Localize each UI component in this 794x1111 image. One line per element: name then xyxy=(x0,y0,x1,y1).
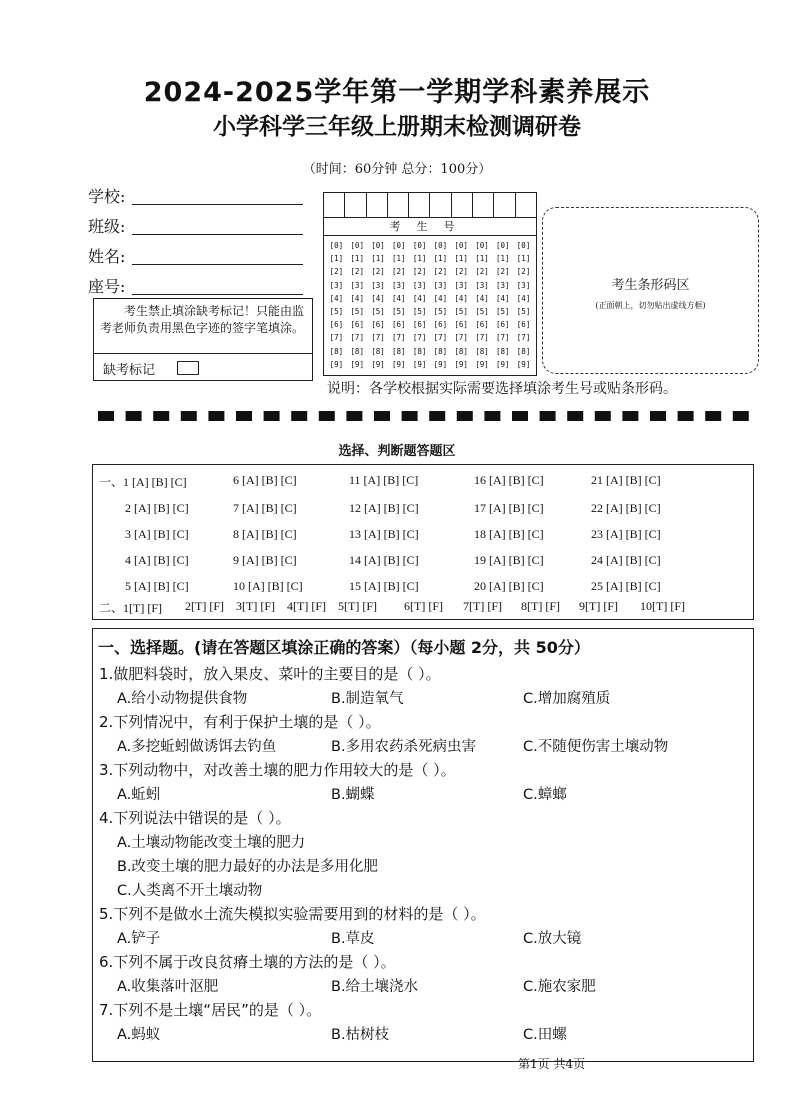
exam-id-bubble[interactable]: [3] xyxy=(516,280,531,290)
absent-mark-row xyxy=(94,353,312,381)
class-label: 班级: xyxy=(88,217,126,236)
tear-dash xyxy=(98,411,114,421)
exam-id-bubble[interactable]: [9] xyxy=(350,359,364,369)
question-stem: 1.做肥料袋时，放入果皮、菜叶的主要目的是（ ）。 xyxy=(99,665,441,683)
answer-option: A.土壤动物能改变土壤的肥力 xyxy=(117,835,306,851)
tf-answer-item[interactable]: 10[T] [F] xyxy=(640,599,685,613)
exam-id-grid xyxy=(323,192,537,376)
exam-id-bubble[interactable]: [2] xyxy=(329,267,344,277)
exam-id-bubble[interactable]: [0] xyxy=(454,241,468,250)
exam-id-bubble[interactable]: [0] xyxy=(350,241,364,250)
answer-sheet-area xyxy=(92,464,754,620)
exam-id-bubble[interactable]: [5] xyxy=(329,306,344,316)
exam-id-bubble[interactable]: [4] xyxy=(433,293,448,303)
name-label: 姓名: xyxy=(88,247,126,266)
school-field[interactable] xyxy=(88,184,303,207)
absent-mark-label: 缺考标记 xyxy=(103,363,156,378)
exam-id-bubble[interactable]: [3] xyxy=(371,280,385,290)
exam-id-bubble[interactable]: [2] xyxy=(475,267,489,277)
tf-answer-item[interactable]: 2[T] [F] xyxy=(185,599,224,613)
absence-notice-text: 考生禁止填涂缺考标记！只能由监考老师负责用黑色字迹的签字笔填涂。 xyxy=(100,304,305,335)
exam-id-column[interactable] xyxy=(430,239,451,371)
exam-id-bubble[interactable]: [2] xyxy=(454,267,468,277)
exam-id-column[interactable] xyxy=(451,239,472,371)
exam-id-bubble[interactable]: [3] xyxy=(454,280,468,290)
exam-id-bubble[interactable]: [8] xyxy=(329,346,344,356)
question-stem: 3.下列动物中，对改善土壤的肥力作用较大的是（ ）。 xyxy=(99,761,456,779)
answer-option: B.草皮 xyxy=(331,931,375,947)
question-stem: 2.下列情况中，有利于保护土壤的是（ ）。 xyxy=(99,713,381,731)
mc-answer-item[interactable]: 12 [A] [B] [C] xyxy=(349,501,419,515)
exam-id-bubble[interactable]: [5] xyxy=(350,306,364,316)
name-field[interactable] xyxy=(88,244,303,267)
exam-id-bubble[interactable]: [4] xyxy=(371,293,385,303)
question-section xyxy=(92,628,754,1062)
question-stem: 4.下列说法中错误的是（ ）。 xyxy=(99,809,291,827)
exam-id-bubble[interactable]: [7] xyxy=(392,333,406,343)
question-stem: 5.下列不是做水土流失模拟实验需要用到的材料的是（ ）。 xyxy=(99,905,486,923)
exam-id-bubble[interactable]: [4] xyxy=(454,293,468,303)
exam-id-bubble[interactable]: [4] xyxy=(392,293,406,303)
exam-id-bubble[interactable]: [9] xyxy=(496,359,510,369)
mc-answer-item[interactable]: 18 [A] [B] [C] xyxy=(474,527,544,541)
class-field[interactable] xyxy=(88,214,303,237)
answer-option: A.蚂蚁 xyxy=(117,1027,161,1043)
absent-mark-box[interactable] xyxy=(177,361,199,375)
exam-id-bubble[interactable]: [6] xyxy=(329,320,344,330)
mc-answer-item[interactable]: 25 [A] [B] [C] xyxy=(591,579,661,593)
tear-dash xyxy=(678,411,694,421)
exam-id-bubble[interactable]: [5] xyxy=(496,306,510,316)
mc-answer-item[interactable]: 6 [A] [B] [C] xyxy=(233,473,297,487)
exam-id-bubble[interactable]: [0] xyxy=(433,241,448,250)
exam-id-bubble[interactable]: [1] xyxy=(454,254,468,264)
exam-id-bubble[interactable]: [3] xyxy=(350,280,364,290)
tear-dash xyxy=(567,411,583,421)
answer-option: C.放大镜 xyxy=(523,931,582,947)
exam-id-bubble[interactable]: [0] xyxy=(496,241,510,250)
tear-dash xyxy=(484,411,500,421)
exam-id-bubble[interactable]: [5] xyxy=(516,306,531,316)
exam-id-bubble[interactable]: [9] xyxy=(371,359,385,369)
tear-dash xyxy=(650,411,666,421)
section-header: 一、选择题。(请在答题区填涂正确的答案）（每小题 2分，共 50分） xyxy=(98,638,590,657)
exam-id-bubble[interactable]: [8] xyxy=(392,346,406,356)
answer-option: A.蚯蚓 xyxy=(117,787,161,803)
answer-option: C.施农家肥 xyxy=(523,979,596,995)
question-stem: 7.下列不是土壤“居民”的是（ ）。 xyxy=(99,1001,322,1019)
answer-option: C.田螺 xyxy=(523,1027,567,1043)
exam-id-bubble[interactable]: [6] xyxy=(412,320,427,330)
exam-title: 2024-2025学年第一学期学科素养展示 xyxy=(143,77,651,108)
tear-dash xyxy=(126,411,142,421)
tear-dash xyxy=(540,411,556,421)
exam-id-bubble[interactable]: [7] xyxy=(516,333,531,343)
mc-answer-item[interactable]: 15 [A] [B] [C] xyxy=(349,579,419,593)
exam-id-bubble[interactable]: [6] xyxy=(392,320,406,330)
answer-option: A.多挖蚯蚓做诱饵去钓鱼 xyxy=(117,739,277,755)
exam-id-bubble[interactable]: [0] xyxy=(516,241,531,250)
exam-id-bubble[interactable]: [0] xyxy=(329,241,344,250)
tf-answer-item[interactable]: 9[T] [F] xyxy=(579,599,618,613)
exam-id-bubble[interactable]: [1] xyxy=(475,254,489,264)
exam-id-bubble[interactable]: [5] xyxy=(433,306,448,316)
tear-dash xyxy=(264,411,280,421)
exam-id-bubble[interactable]: [3] xyxy=(392,280,406,290)
answer-option: C.蟑螂 xyxy=(523,787,567,803)
exam-id-bubble[interactable]: [2] xyxy=(496,267,510,277)
exam-id-column[interactable] xyxy=(368,239,389,371)
tf-answer-item[interactable]: 5[T] [F] xyxy=(338,599,377,613)
answer-option: B.蝴蝶 xyxy=(331,787,375,803)
mc-answer-item[interactable]: 14 [A] [B] [C] xyxy=(349,553,419,567)
exam-id-bubble[interactable]: [0] xyxy=(475,241,489,250)
exam-id-bubble[interactable]: [3] xyxy=(329,280,344,290)
answer-option: B.改变土壤的肥力最好的办法是多用化肥 xyxy=(117,859,379,875)
exam-id-bubble[interactable]: [5] xyxy=(454,306,468,316)
page-number: 第1页 共4页 xyxy=(518,1057,586,1071)
exam-id-bubble[interactable]: [1] xyxy=(329,254,344,264)
exam-id-bubble[interactable]: [7] xyxy=(475,333,489,343)
mc-answer-item[interactable]: 3 [A] [B] [C] xyxy=(125,527,189,541)
exam-id-bubble[interactable]: [5] xyxy=(371,306,385,316)
tear-dash xyxy=(181,411,197,421)
exam-id-write-cells[interactable] xyxy=(324,193,536,218)
exam-id-bubble[interactable]: [2] xyxy=(433,267,448,277)
exam-id-bubble[interactable]: [9] xyxy=(412,359,427,369)
tear-dash xyxy=(622,411,638,421)
exam-id-bubble[interactable]: [8] xyxy=(350,346,364,356)
mc-answer-item[interactable]: 9 [A] [B] [C] xyxy=(233,553,297,567)
exam-id-bubble[interactable]: [9] xyxy=(433,359,448,369)
mc-answer-item[interactable]: 24 [A] [B] [C] xyxy=(591,553,661,567)
tf-answer-item[interactable]: 8[T] [F] xyxy=(521,599,560,613)
tear-dash xyxy=(429,411,445,421)
exam-id-bubble[interactable]: [4] xyxy=(329,293,344,303)
exam-id-bubble[interactable]: [6] xyxy=(475,320,489,330)
exam-id-bubble[interactable]: [9] xyxy=(329,359,344,369)
mc-answer-item[interactable]: 23 [A] [B] [C] xyxy=(591,527,661,541)
mc-answer-item[interactable]: 13 [A] [B] [C] xyxy=(349,527,419,541)
mc-answer-item[interactable]: 4 [A] [B] [C] xyxy=(125,553,189,567)
exam-id-bubble[interactable]: [9] xyxy=(516,359,531,369)
exam-id-column[interactable] xyxy=(472,239,493,371)
exam-id-bubble[interactable]: [8] xyxy=(371,346,385,356)
mc-answer-item[interactable]: 20 [A] [B] [C] xyxy=(474,579,544,593)
answer-option: C.不随便伤害土壤动物 xyxy=(523,739,669,755)
tear-dash xyxy=(733,411,749,421)
mc-answer-item[interactable]: 8 [A] [B] [C] xyxy=(233,527,297,541)
exam-id-column[interactable] xyxy=(513,239,534,371)
exam-id-bubble[interactable]: [5] xyxy=(392,306,406,316)
mc-answer-item[interactable]: 21 [A] [B] [C] xyxy=(591,473,661,487)
mc-answer-item[interactable]: 19 [A] [B] [C] xyxy=(474,553,544,567)
mc-answer-item[interactable]: 一、1 [A] [B] [C] xyxy=(99,475,187,489)
answer-option: A.收集落叶沤肥 xyxy=(117,979,219,995)
exam-id-bubble[interactable]: [1] xyxy=(392,254,406,264)
school-label: 学校: xyxy=(88,187,126,206)
exam-id-bubble[interactable]: [7] xyxy=(371,333,385,343)
exam-id-bubble[interactable]: [2] xyxy=(392,267,406,277)
exam-subtitle: 小学科学三年级上册期末检测调研卷 xyxy=(213,114,581,140)
exam-id-bubble[interactable]: [8] xyxy=(412,346,427,356)
tear-dash xyxy=(595,411,611,421)
answer-option: B.枯树枝 xyxy=(331,1027,390,1043)
exam-id-bubble[interactable]: [8] xyxy=(433,346,448,356)
exam-id-bubble[interactable]: [1] xyxy=(496,254,510,264)
tf-answer-item[interactable]: 二、1[T] [F] xyxy=(99,601,162,615)
exam-id-column[interactable] xyxy=(409,239,430,371)
exam-id-bubbles[interactable] xyxy=(326,239,534,371)
tear-dash xyxy=(457,411,473,421)
exam-id-bubble[interactable]: [6] xyxy=(496,320,510,330)
tear-dash xyxy=(705,411,721,421)
exam-id-bubble[interactable]: [4] xyxy=(350,293,364,303)
tf-answer-item[interactable]: 4[T] [F] xyxy=(287,599,326,613)
exam-id-bubble[interactable]: [6] xyxy=(350,320,364,330)
mc-answer-item[interactable]: 16 [A] [B] [C] xyxy=(474,473,544,487)
exam-id-bubble[interactable]: [1] xyxy=(516,254,531,264)
exam-id-bubble[interactable]: [7] xyxy=(454,333,468,343)
time-score-info: （时间：60分钟 总分：100分） xyxy=(302,162,492,177)
exam-id-bubble[interactable]: [5] xyxy=(412,306,427,316)
mc-answer-item[interactable]: 2 [A] [B] [C] xyxy=(125,501,189,515)
absence-notice-box xyxy=(93,298,313,381)
exam-id-bubble[interactable]: [5] xyxy=(475,306,489,316)
exam-id-bubble[interactable]: [4] xyxy=(516,293,531,303)
mc-answer-item[interactable]: 22 [A] [B] [C] xyxy=(591,501,661,515)
tear-dash xyxy=(291,411,307,421)
exam-id-bubble[interactable]: [9] xyxy=(392,359,406,369)
exam-id-bubble[interactable]: [2] xyxy=(516,267,531,277)
exam-id-bubble[interactable]: [1] xyxy=(371,254,385,264)
exam-id-bubble[interactable]: [0] xyxy=(371,241,385,250)
exam-id-bubble[interactable]: [7] xyxy=(496,333,510,343)
question-stem: 6.下列不属于改良贫瘠土壤的方法的是（ ）。 xyxy=(99,953,396,971)
answer-option: C.增加腐殖质 xyxy=(523,691,611,707)
tear-line xyxy=(92,410,760,422)
exam-id-column[interactable] xyxy=(388,239,409,371)
exam-id-bubble[interactable]: [0] xyxy=(392,241,406,250)
exam-id-column[interactable] xyxy=(492,239,513,371)
seat-field[interactable] xyxy=(88,274,303,297)
exam-id-bubble[interactable]: [4] xyxy=(496,293,510,303)
instructions-note: 说明：各学校根据实际需要选择填涂考生号或贴条形码。 xyxy=(327,381,677,397)
answer-option: C.人类离不开土壤动物 xyxy=(117,883,263,899)
exam-id-label: 考生号 xyxy=(324,218,536,236)
seat-label: 座号: xyxy=(88,277,126,296)
exam-id-bubble[interactable]: [2] xyxy=(412,267,427,277)
tf-answer-item[interactable]: 3[T] [F] xyxy=(236,599,275,613)
tear-dash xyxy=(319,411,335,421)
answer-area-heading: 选择、判断题答题区 xyxy=(338,444,456,459)
mc-answer-item[interactable]: 5 [A] [B] [C] xyxy=(125,579,189,593)
exam-id-bubble[interactable]: [3] xyxy=(412,280,427,290)
exam-id-bubble[interactable]: [8] xyxy=(496,346,510,356)
tear-dash xyxy=(512,411,528,421)
exam-id-bubble[interactable]: [2] xyxy=(350,267,364,277)
tear-dash xyxy=(208,411,224,421)
tear-dash xyxy=(236,411,252,421)
mc-answer-item[interactable]: 17 [A] [B] [C] xyxy=(474,501,544,515)
exam-id-bubble[interactable]: [6] xyxy=(371,320,385,330)
answer-option: A.给小动物提供食物 xyxy=(117,691,248,707)
barcode-area xyxy=(542,207,759,374)
answer-option: B.给土壤浇水 xyxy=(331,979,419,995)
exam-id-bubble[interactable]: [9] xyxy=(454,359,468,369)
exam-id-bubble[interactable]: [7] xyxy=(433,333,448,343)
exam-id-bubble[interactable]: [1] xyxy=(350,254,364,264)
exam-id-bubble[interactable]: [8] xyxy=(475,346,489,356)
exam-id-bubble[interactable]: [7] xyxy=(350,333,364,343)
exam-id-bubble[interactable]: [3] xyxy=(433,280,448,290)
exam-id-bubble[interactable]: [8] xyxy=(454,346,468,356)
exam-id-bubble[interactable]: [7] xyxy=(412,333,427,343)
mc-answer-item[interactable]: 11 [A] [B] [C] xyxy=(349,473,419,487)
exam-id-bubble[interactable]: [1] xyxy=(433,254,448,264)
barcode-label: 考生条形码区 xyxy=(611,278,690,293)
tf-answer-item[interactable]: 7[T] [F] xyxy=(463,599,502,613)
exam-id-bubble[interactable]: [2] xyxy=(371,267,385,277)
answer-option: B.多用农药杀死病虫害 xyxy=(331,739,477,755)
tf-answer-item[interactable]: 6[T] [F] xyxy=(404,599,443,613)
tear-dash xyxy=(346,411,362,421)
tear-dash xyxy=(153,411,169,421)
exam-id-bubble[interactable]: [9] xyxy=(475,359,489,369)
exam-id-bubble[interactable]: [7] xyxy=(329,333,344,343)
exam-id-bubble[interactable]: [3] xyxy=(496,280,510,290)
answer-option: A.铲子 xyxy=(117,931,161,947)
mc-answer-item[interactable]: 7 [A] [B] [C] xyxy=(233,501,297,515)
exam-id-column[interactable] xyxy=(347,239,368,371)
exam-id-bubble[interactable]: [1] xyxy=(412,254,427,264)
exam-id-bubble[interactable]: [6] xyxy=(433,320,448,330)
exam-id-bubble[interactable]: [6] xyxy=(516,320,531,330)
exam-id-column[interactable] xyxy=(326,239,347,371)
answer-option: B.制造氧气 xyxy=(331,691,404,707)
exam-id-bubble[interactable]: [6] xyxy=(454,320,468,330)
barcode-note: (正面朝上，切勿贴出虚线方框) xyxy=(595,301,706,310)
exam-id-bubble[interactable]: [0] xyxy=(412,241,427,250)
tear-dash xyxy=(402,411,418,421)
mc-answer-item[interactable]: 10 [A] [B] [C] xyxy=(233,579,303,593)
exam-id-bubble[interactable]: [3] xyxy=(475,280,489,290)
exam-id-bubble[interactable]: [4] xyxy=(412,293,427,303)
exam-id-bubble[interactable]: [4] xyxy=(475,293,489,303)
tear-dash xyxy=(374,411,390,421)
exam-id-bubble[interactable]: [8] xyxy=(516,346,531,356)
